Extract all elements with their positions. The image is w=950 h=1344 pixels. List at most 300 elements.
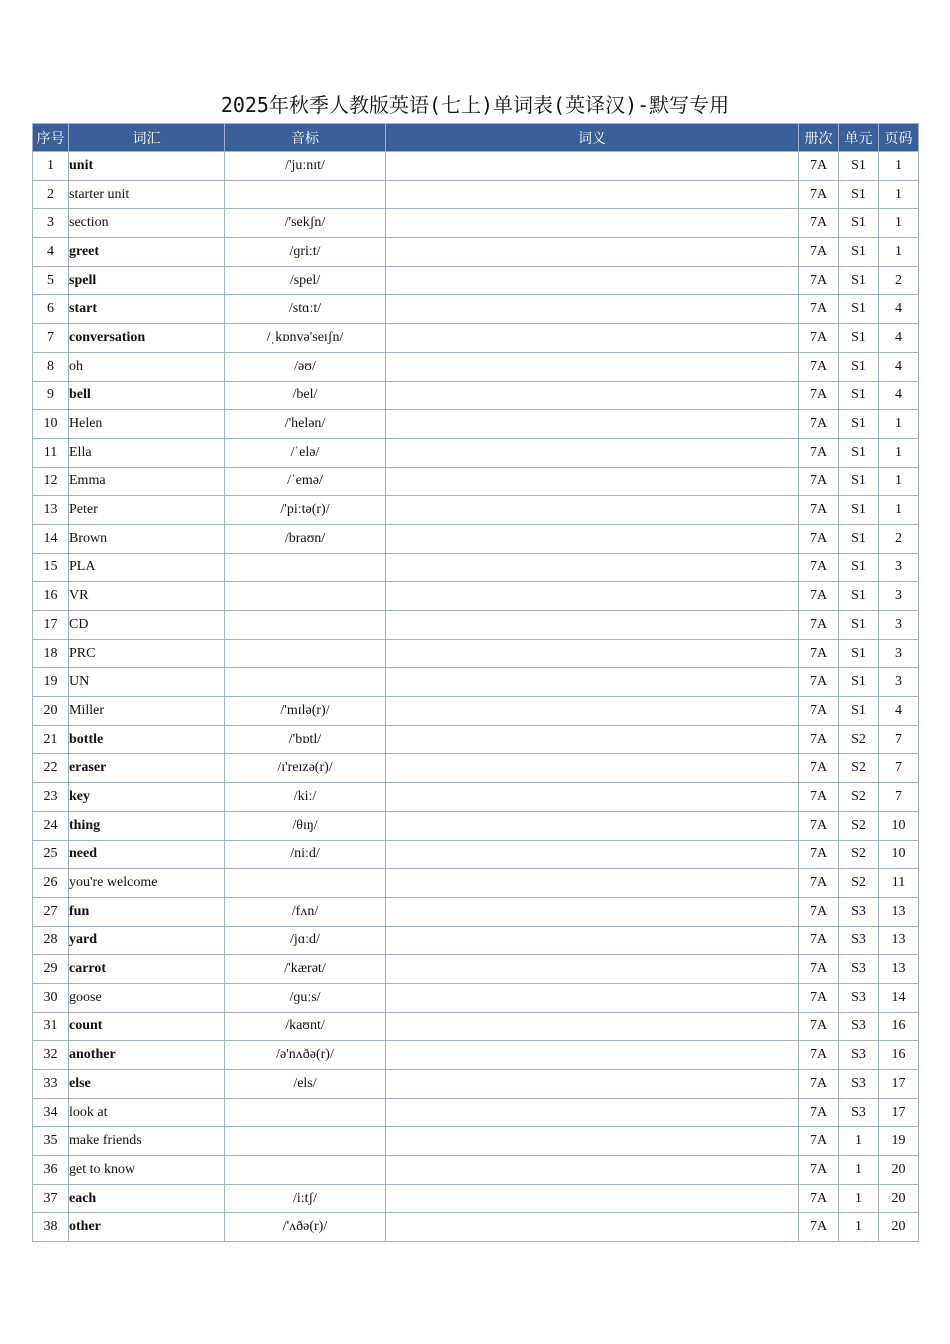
page-cell: 4 [879, 697, 919, 726]
table-row [33, 266, 919, 295]
meaning-cell[interactable] [386, 668, 799, 697]
word-cell: goose [69, 983, 225, 1012]
row-number-cell: 8 [33, 352, 69, 381]
unit-cell: S1 [839, 180, 879, 209]
book-cell: 7A [799, 582, 839, 611]
phonetic-cell: /'juːnɪt/ [225, 152, 386, 181]
phonetic-cell: /ɡriːt/ [225, 238, 386, 267]
phonetic-cell: /spel/ [225, 266, 386, 295]
column-header-phonetic: 音标 [225, 124, 386, 152]
meaning-cell[interactable] [386, 725, 799, 754]
book-cell: 7A [799, 725, 839, 754]
table-row [33, 1156, 919, 1185]
meaning-cell[interactable] [386, 438, 799, 467]
word-cell: bell [69, 381, 225, 410]
row-number-cell: 17 [33, 611, 69, 640]
unit-cell: S1 [839, 381, 879, 410]
word-cell: other [69, 1213, 225, 1242]
table-row [33, 1098, 919, 1127]
meaning-cell[interactable] [386, 955, 799, 984]
phonetic-cell: /jɑːd/ [225, 926, 386, 955]
unit-cell: S1 [839, 438, 879, 467]
word-cell: CD [69, 611, 225, 640]
meaning-cell[interactable] [386, 553, 799, 582]
phonetic-cell [225, 180, 386, 209]
page-cell: 1 [879, 467, 919, 496]
row-number-cell: 18 [33, 639, 69, 668]
table-row [33, 553, 919, 582]
page-cell: 4 [879, 381, 919, 410]
word-cell: thing [69, 811, 225, 840]
page-cell: 1 [879, 438, 919, 467]
page-cell: 4 [879, 352, 919, 381]
phonetic-cell: /stɑːt/ [225, 295, 386, 324]
word-cell: eraser [69, 754, 225, 783]
unit-cell: S1 [839, 152, 879, 181]
unit-cell: 1 [839, 1156, 879, 1185]
book-cell: 7A [799, 266, 839, 295]
page-cell: 14 [879, 983, 919, 1012]
table-body [33, 152, 919, 1242]
row-number-cell: 34 [33, 1098, 69, 1127]
word-cell: you're welcome [69, 869, 225, 898]
table-row [33, 238, 919, 267]
meaning-cell[interactable] [386, 697, 799, 726]
word-cell: Miller [69, 697, 225, 726]
unit-cell: S2 [839, 754, 879, 783]
column-header-page: 页码 [879, 124, 919, 152]
book-cell: 7A [799, 496, 839, 525]
word-cell: bottle [69, 725, 225, 754]
row-number-cell: 12 [33, 467, 69, 496]
unit-cell: S3 [839, 1098, 879, 1127]
page-cell: 3 [879, 553, 919, 582]
column-header-meaning: 词义 [386, 124, 799, 152]
page-cell: 7 [879, 725, 919, 754]
unit-cell: S1 [839, 697, 879, 726]
row-number-cell: 14 [33, 524, 69, 553]
phonetic-cell: /'ʌðə(r)/ [225, 1213, 386, 1242]
unit-cell: S1 [839, 668, 879, 697]
row-number-cell: 36 [33, 1156, 69, 1185]
unit-cell: 1 [839, 1127, 879, 1156]
unit-cell: S1 [839, 582, 879, 611]
page-cell: 3 [879, 668, 919, 697]
row-number-cell: 10 [33, 410, 69, 439]
book-cell: 7A [799, 1041, 839, 1070]
book-cell: 7A [799, 553, 839, 582]
meaning-cell[interactable] [386, 410, 799, 439]
book-cell: 7A [799, 611, 839, 640]
phonetic-cell: /ə'nʌðə(r)/ [225, 1041, 386, 1070]
unit-cell: S3 [839, 983, 879, 1012]
table-row [33, 324, 919, 353]
meaning-cell[interactable] [386, 1098, 799, 1127]
row-number-cell: 20 [33, 697, 69, 726]
book-cell: 7A [799, 869, 839, 898]
meaning-cell[interactable] [386, 811, 799, 840]
meaning-cell[interactable] [386, 352, 799, 381]
phonetic-cell: /bel/ [225, 381, 386, 410]
meaning-cell[interactable] [386, 783, 799, 812]
row-number-cell: 27 [33, 897, 69, 926]
table-row [33, 725, 919, 754]
row-number-cell: 4 [33, 238, 69, 267]
row-number-cell: 38 [33, 1213, 69, 1242]
table-row [33, 697, 919, 726]
table-row [33, 897, 919, 926]
table-row [33, 180, 919, 209]
book-cell: 7A [799, 524, 839, 553]
word-cell: count [69, 1012, 225, 1041]
word-cell: UN [69, 668, 225, 697]
meaning-cell[interactable] [386, 1041, 799, 1070]
table-row [33, 1127, 919, 1156]
book-cell: 7A [799, 1012, 839, 1041]
book-cell: 7A [799, 152, 839, 181]
table-row [33, 438, 919, 467]
phonetic-cell: /'bɒtl/ [225, 725, 386, 754]
word-cell: Brown [69, 524, 225, 553]
table-row [33, 1070, 919, 1099]
table-row [33, 496, 919, 525]
word-cell: PLA [69, 553, 225, 582]
row-number-cell: 6 [33, 295, 69, 324]
book-cell: 7A [799, 352, 839, 381]
unit-cell: S1 [839, 639, 879, 668]
table-row [33, 611, 919, 640]
phonetic-cell [225, 668, 386, 697]
table-row [33, 1041, 919, 1070]
word-cell: greet [69, 238, 225, 267]
meaning-cell[interactable] [386, 926, 799, 955]
word-cell: start [69, 295, 225, 324]
meaning-cell[interactable] [386, 582, 799, 611]
book-cell: 7A [799, 840, 839, 869]
meaning-cell[interactable] [386, 983, 799, 1012]
meaning-cell[interactable] [386, 754, 799, 783]
phonetic-cell: /kiː/ [225, 783, 386, 812]
word-cell: another [69, 1041, 225, 1070]
book-cell: 7A [799, 811, 839, 840]
page-cell: 1 [879, 238, 919, 267]
page-cell: 1 [879, 152, 919, 181]
phonetic-cell [225, 639, 386, 668]
unit-cell: 1 [839, 1184, 879, 1213]
phonetic-cell: /əʊ/ [225, 352, 386, 381]
meaning-cell[interactable] [386, 295, 799, 324]
table-row [33, 811, 919, 840]
meaning-cell[interactable] [386, 524, 799, 553]
row-number-cell: 2 [33, 180, 69, 209]
book-cell: 7A [799, 697, 839, 726]
page-cell: 10 [879, 840, 919, 869]
word-cell: spell [69, 266, 225, 295]
meaning-cell[interactable] [386, 266, 799, 295]
row-number-cell: 13 [33, 496, 69, 525]
column-header-num: 序号 [33, 124, 69, 152]
page-cell: 1 [879, 410, 919, 439]
table-row [33, 639, 919, 668]
unit-cell: S3 [839, 1041, 879, 1070]
phonetic-cell: /'mɪlə(r)/ [225, 697, 386, 726]
word-cell: conversation [69, 324, 225, 353]
table-row [33, 1012, 919, 1041]
word-cell: else [69, 1070, 225, 1099]
row-number-cell: 26 [33, 869, 69, 898]
phonetic-cell: /θɪŋ/ [225, 811, 386, 840]
unit-cell: S3 [839, 897, 879, 926]
book-cell: 7A [799, 238, 839, 267]
meaning-cell[interactable] [386, 1184, 799, 1213]
meaning-cell[interactable] [386, 209, 799, 238]
table-row [33, 295, 919, 324]
page-cell: 7 [879, 754, 919, 783]
page-cell: 11 [879, 869, 919, 898]
page-cell: 1 [879, 209, 919, 238]
meaning-cell[interactable] [386, 869, 799, 898]
table-row [33, 524, 919, 553]
word-cell: oh [69, 352, 225, 381]
page-cell: 4 [879, 295, 919, 324]
meaning-cell[interactable] [386, 496, 799, 525]
meaning-cell[interactable] [386, 152, 799, 181]
phonetic-cell: /ˈemə/ [225, 467, 386, 496]
unit-cell: S1 [839, 295, 879, 324]
book-cell: 7A [799, 983, 839, 1012]
row-number-cell: 32 [33, 1041, 69, 1070]
book-cell: 7A [799, 754, 839, 783]
unit-cell: 1 [839, 1213, 879, 1242]
row-number-cell: 1 [33, 152, 69, 181]
row-number-cell: 15 [33, 553, 69, 582]
meaning-cell[interactable] [386, 1012, 799, 1041]
vocabulary-table [32, 123, 919, 1242]
unit-cell: S2 [839, 811, 879, 840]
row-number-cell: 35 [33, 1127, 69, 1156]
phonetic-cell: /niːd/ [225, 840, 386, 869]
row-number-cell: 30 [33, 983, 69, 1012]
word-cell: carrot [69, 955, 225, 984]
meaning-cell[interactable] [386, 1156, 799, 1185]
unit-cell: S3 [839, 926, 879, 955]
row-number-cell: 31 [33, 1012, 69, 1041]
row-number-cell: 3 [33, 209, 69, 238]
meaning-cell[interactable] [386, 180, 799, 209]
row-number-cell: 28 [33, 926, 69, 955]
table-row [33, 209, 919, 238]
table-row [33, 783, 919, 812]
page-cell: 10 [879, 811, 919, 840]
phonetic-cell [225, 582, 386, 611]
word-cell: look at [69, 1098, 225, 1127]
table-row [33, 840, 919, 869]
row-number-cell: 23 [33, 783, 69, 812]
page-cell: 20 [879, 1156, 919, 1185]
word-cell: VR [69, 582, 225, 611]
book-cell: 7A [799, 467, 839, 496]
unit-cell: S3 [839, 955, 879, 984]
table-row [33, 410, 919, 439]
page-cell: 19 [879, 1127, 919, 1156]
phonetic-cell: /ɪ'reɪzə(r)/ [225, 754, 386, 783]
page-cell: 1 [879, 496, 919, 525]
unit-cell: S1 [839, 496, 879, 525]
phonetic-cell: /iːtʃ/ [225, 1184, 386, 1213]
page-cell: 13 [879, 897, 919, 926]
row-number-cell: 16 [33, 582, 69, 611]
unit-cell: S1 [839, 611, 879, 640]
book-cell: 7A [799, 1098, 839, 1127]
page-cell: 13 [879, 955, 919, 984]
page-cell: 16 [879, 1012, 919, 1041]
meaning-cell[interactable] [386, 897, 799, 926]
row-number-cell: 19 [33, 668, 69, 697]
page-cell: 20 [879, 1184, 919, 1213]
book-cell: 7A [799, 668, 839, 697]
row-number-cell: 29 [33, 955, 69, 984]
meaning-cell[interactable] [386, 639, 799, 668]
row-number-cell: 24 [33, 811, 69, 840]
phonetic-cell: /'kærət/ [225, 955, 386, 984]
phonetic-cell: /'sekʃn/ [225, 209, 386, 238]
unit-cell: S3 [839, 1070, 879, 1099]
table-row [33, 754, 919, 783]
table-header-row [33, 124, 919, 152]
meaning-cell[interactable] [386, 1127, 799, 1156]
book-cell: 7A [799, 1156, 839, 1185]
word-cell: unit [69, 152, 225, 181]
table-row [33, 668, 919, 697]
word-cell: key [69, 783, 225, 812]
unit-cell: S2 [839, 840, 879, 869]
page-cell: 13 [879, 926, 919, 955]
book-cell: 7A [799, 410, 839, 439]
page-cell: 1 [879, 180, 919, 209]
table-row [33, 582, 919, 611]
table-row [33, 955, 919, 984]
word-cell: get to know [69, 1156, 225, 1185]
book-cell: 7A [799, 1213, 839, 1242]
unit-cell: S1 [839, 410, 879, 439]
meaning-cell[interactable] [386, 381, 799, 410]
row-number-cell: 25 [33, 840, 69, 869]
book-cell: 7A [799, 180, 839, 209]
meaning-cell[interactable] [386, 1070, 799, 1099]
table-row [33, 381, 919, 410]
phonetic-cell: /'piːtə(r)/ [225, 496, 386, 525]
phonetic-cell: /ˌkɒnvə'seɪʃn/ [225, 324, 386, 353]
phonetic-cell: /fʌn/ [225, 897, 386, 926]
page-cell: 3 [879, 639, 919, 668]
book-cell: 7A [799, 639, 839, 668]
word-cell: make friends [69, 1127, 225, 1156]
phonetic-cell: /kaʊnt/ [225, 1012, 386, 1041]
page-cell: 2 [879, 266, 919, 295]
book-cell: 7A [799, 897, 839, 926]
phonetic-cell: /'helən/ [225, 410, 386, 439]
meaning-cell[interactable] [386, 1213, 799, 1242]
unit-cell: S2 [839, 869, 879, 898]
unit-cell: S1 [839, 238, 879, 267]
phonetic-cell [225, 1156, 386, 1185]
row-number-cell: 7 [33, 324, 69, 353]
meaning-cell[interactable] [386, 467, 799, 496]
book-cell: 7A [799, 209, 839, 238]
meaning-cell[interactable] [386, 611, 799, 640]
table-row [33, 869, 919, 898]
word-cell: each [69, 1184, 225, 1213]
phonetic-cell [225, 611, 386, 640]
table-row [33, 926, 919, 955]
page-cell: 20 [879, 1213, 919, 1242]
row-number-cell: 22 [33, 754, 69, 783]
row-number-cell: 21 [33, 725, 69, 754]
book-cell: 7A [799, 438, 839, 467]
book-cell: 7A [799, 1184, 839, 1213]
table-row [33, 352, 919, 381]
phonetic-cell [225, 869, 386, 898]
unit-cell: S1 [839, 553, 879, 582]
row-number-cell: 37 [33, 1184, 69, 1213]
book-cell: 7A [799, 324, 839, 353]
book-cell: 7A [799, 381, 839, 410]
page-cell: 7 [879, 783, 919, 812]
page-cell: 17 [879, 1070, 919, 1099]
unit-cell: S1 [839, 266, 879, 295]
column-header-word: 词汇 [69, 124, 225, 152]
book-cell: 7A [799, 783, 839, 812]
word-cell: Helen [69, 410, 225, 439]
page-cell: 2 [879, 524, 919, 553]
unit-cell: S1 [839, 209, 879, 238]
table-row [33, 152, 919, 181]
unit-cell: S3 [839, 1012, 879, 1041]
row-number-cell: 5 [33, 266, 69, 295]
table-row [33, 1213, 919, 1242]
unit-cell: S2 [839, 725, 879, 754]
meaning-cell[interactable] [386, 324, 799, 353]
word-cell: Ella [69, 438, 225, 467]
word-cell: section [69, 209, 225, 238]
word-cell: Peter [69, 496, 225, 525]
meaning-cell[interactable] [386, 238, 799, 267]
book-cell: 7A [799, 1070, 839, 1099]
phonetic-cell: /els/ [225, 1070, 386, 1099]
page-cell: 3 [879, 611, 919, 640]
row-number-cell: 9 [33, 381, 69, 410]
book-cell: 7A [799, 955, 839, 984]
word-cell: need [69, 840, 225, 869]
phonetic-cell [225, 553, 386, 582]
book-cell: 7A [799, 926, 839, 955]
table-row [33, 1184, 919, 1213]
word-cell: PRC [69, 639, 225, 668]
phonetic-cell [225, 1098, 386, 1127]
unit-cell: S1 [839, 324, 879, 353]
table-row [33, 983, 919, 1012]
column-header-unit: 单元 [839, 124, 879, 152]
page-cell: 16 [879, 1041, 919, 1070]
meaning-cell[interactable] [386, 840, 799, 869]
page-cell: 17 [879, 1098, 919, 1127]
page-cell: 4 [879, 324, 919, 353]
phonetic-cell: /braʊn/ [225, 524, 386, 553]
word-cell: fun [69, 897, 225, 926]
row-number-cell: 33 [33, 1070, 69, 1099]
unit-cell: S1 [839, 467, 879, 496]
book-cell: 7A [799, 295, 839, 324]
